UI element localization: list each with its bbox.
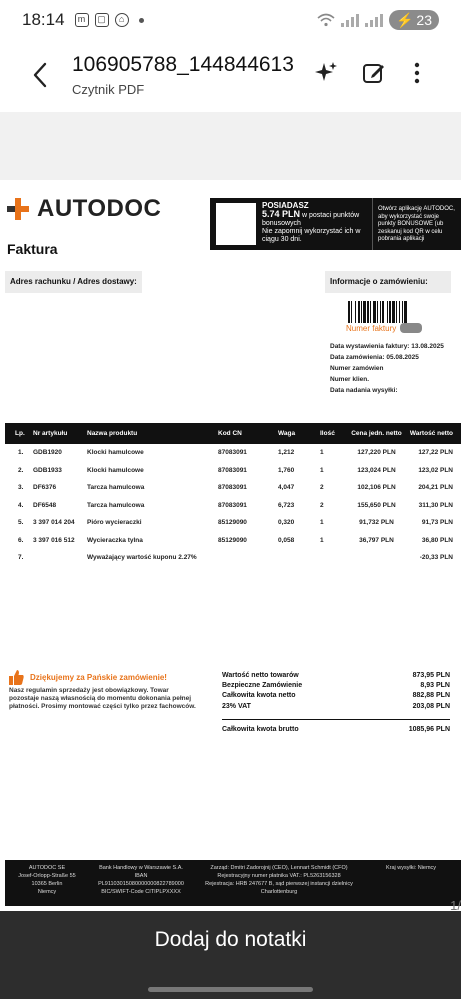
invoice-heading: Faktura xyxy=(7,241,58,257)
table-cell: 91,73 PLN xyxy=(421,519,453,527)
table-cell: 85129090 xyxy=(218,519,247,527)
thanks-text: Dziękujemy za Pańskie zamówienie! xyxy=(30,673,167,682)
more-options-icon[interactable] xyxy=(404,60,430,86)
table-cell: 36,797 PLN xyxy=(359,536,394,544)
table-cell xyxy=(31,549,85,567)
battery-indicator xyxy=(389,10,439,30)
items-table xyxy=(5,423,461,567)
autodoc-logo xyxy=(7,195,161,223)
table-cell: GDB1933 xyxy=(33,466,62,474)
brand-name: AUTODOC xyxy=(37,195,162,222)
total-row xyxy=(222,668,450,682)
total-label: Wartość netto towarów xyxy=(222,672,299,679)
table-cell: 5. xyxy=(18,519,24,527)
total-label: 23% VAT xyxy=(222,703,251,710)
qr-code xyxy=(216,203,256,245)
table-cell: 2 xyxy=(320,501,324,509)
table-cell: 102,106 PLN xyxy=(357,484,396,492)
col-product-name: Nazwa produktu xyxy=(85,423,216,444)
table-cell: 85129090 xyxy=(218,536,247,544)
bonus-app-info: Otwórz aplikację AUTODOC, aby wykorzystać swoje punkty BONUSOWE (ub zeskanuj kod QR w celu pobrania aplikacji xyxy=(372,198,456,250)
table-cell xyxy=(348,549,405,567)
table-cell: 1 xyxy=(320,466,324,474)
total-label: Bezpieczne Zamówienie xyxy=(222,682,303,689)
pdf-page[interactable] xyxy=(0,180,461,910)
order-number: Numer zamówien xyxy=(330,365,384,372)
table-cell: 87083091 xyxy=(218,484,247,492)
page-indicator: 1/ xyxy=(450,898,461,913)
table-header-row xyxy=(5,423,461,444)
table-cell: 2. xyxy=(18,466,24,474)
table-cell: 1,760 xyxy=(278,466,295,474)
footer-company: AUTODOC SE Josef-Orlopp-Straße 55 10365 Berlin Niemcy xyxy=(18,865,76,895)
status-time: 18:14 xyxy=(22,10,65,29)
customer-number: Numer klien. xyxy=(330,376,370,383)
table-cell: 0,320 xyxy=(278,519,295,527)
table-cell: 3 397 014 204 xyxy=(33,519,75,527)
gross-value: 1085,96 PLN xyxy=(408,726,450,733)
table-row xyxy=(5,497,461,515)
order-date: Data zamówienia: 05.08.2025 xyxy=(330,354,419,361)
thanks-message xyxy=(9,670,167,685)
wifi-icon xyxy=(317,13,335,27)
app-bar xyxy=(0,40,461,112)
status-bar xyxy=(0,0,461,40)
add-to-notes-button[interactable]: Dodaj do notatki xyxy=(154,928,307,951)
order-info-header: Informacje o zamówieniu: xyxy=(325,271,451,293)
signal-icon xyxy=(341,14,359,27)
sales-policy: Nasz regulamin sprzedaży jest obowiązkowy. Towar pozostaje naszą własnością do momentu dokonania pełnej płatności. Prosimy montować części tylko przez fachowców. xyxy=(9,687,196,710)
table-cell: 1. xyxy=(18,449,24,457)
bonus-banner xyxy=(210,198,461,250)
bonus-line1: w postaci punktów bonusowych xyxy=(262,212,360,227)
table-cell: Tarcza hamulcowa xyxy=(87,484,145,492)
table-cell: 204,21 PLN xyxy=(418,484,453,492)
table-cell: 3 397 016 512 xyxy=(33,536,75,544)
col-cn-code: Kod CN xyxy=(216,423,276,444)
shipping-date: Data nadania wysyłki: xyxy=(330,387,398,394)
total-value: 882,88 PLN xyxy=(412,692,450,699)
table-cell: 91,732 PLN xyxy=(359,519,394,527)
sparkle-ai-icon[interactable] xyxy=(313,60,339,86)
col-lp: Lp. xyxy=(5,423,31,444)
table-cell: 1 xyxy=(320,519,324,527)
autodoc-plus-icon xyxy=(7,198,29,220)
table-cell: -20,33 PLN xyxy=(419,554,453,562)
table-cell: 87083091 xyxy=(218,466,247,474)
more-notifications-dot-icon xyxy=(139,18,144,23)
table-row xyxy=(5,514,461,532)
total-row xyxy=(222,682,450,692)
table-cell: 7. xyxy=(18,554,24,562)
invoice-footer xyxy=(5,860,461,906)
charging-icon: ⚡ xyxy=(395,11,414,28)
document-title: 106905788_144844613 xyxy=(72,53,294,76)
bottom-bar xyxy=(0,898,461,999)
table-cell: 127,22 PLN xyxy=(418,449,453,457)
thumbs-up-icon xyxy=(9,670,24,685)
table-cell: 36,80 PLN xyxy=(421,536,453,544)
table-row xyxy=(5,532,461,550)
table-cell: 4,047 xyxy=(278,484,295,492)
col-weight: Waga xyxy=(276,423,318,444)
gross-total-row xyxy=(222,719,450,737)
table-row xyxy=(5,549,461,567)
table-cell: 1 xyxy=(320,449,324,457)
edit-icon[interactable] xyxy=(361,60,387,86)
table-cell: 6. xyxy=(18,536,24,544)
table-row xyxy=(5,479,461,497)
gross-label: Całkowita kwota brutto xyxy=(222,726,299,733)
invoice-number-label: Numer faktury xyxy=(346,324,397,333)
table-cell: 311,30 PLN xyxy=(418,501,453,509)
table-cell: DF6548 xyxy=(33,501,57,509)
footer-bank: Bank Handlowy w Warszawie S.A. IBAN PL91103015080000000822789000 BIC/SWIFT-Code CITIPLPXXXX xyxy=(98,865,184,895)
table-cell: 1 xyxy=(320,536,324,544)
total-value: 203,08 PLN xyxy=(412,703,450,710)
table-cell: Klocki hamulcowe xyxy=(87,466,144,474)
gesture-handle[interactable] xyxy=(148,987,313,992)
table-cell: 1,212 xyxy=(278,449,295,457)
table-cell: 155,650 PLN xyxy=(357,501,396,509)
bonus-line2: Nie zapomnij wykorzystać ich w ciągu 30 dni. xyxy=(262,228,361,243)
table-cell: 123,024 PLN xyxy=(357,466,396,474)
total-value: 8,93 PLN xyxy=(420,682,450,689)
col-article-no: Nr artykułu xyxy=(31,423,85,444)
totals-block xyxy=(222,668,450,737)
table-cell: 0,058 xyxy=(278,536,295,544)
battery-level: 23 xyxy=(416,12,432,28)
app-name: Czytnik PDF xyxy=(72,82,145,97)
table-cell: Tarcza hamulcowa xyxy=(87,501,145,509)
total-row xyxy=(222,703,450,719)
viewer-background xyxy=(0,112,461,180)
order-info xyxy=(330,341,444,396)
table-cell: 87083091 xyxy=(218,449,247,457)
table-cell: 87083091 xyxy=(218,501,247,509)
table-cell: GDB1920 xyxy=(33,449,62,457)
footer-country: Kraj wysyłki: Niemcy xyxy=(385,865,437,871)
table-cell: 3. xyxy=(18,484,24,492)
table-cell: Wyważający wartość kuponu 2.27% xyxy=(87,554,197,562)
table-cell: Klocki hamulcowe xyxy=(87,449,144,457)
table-cell: Wycieraczka tylna xyxy=(87,536,143,544)
barcode xyxy=(348,301,428,323)
col-quantity: Ilość xyxy=(318,423,348,444)
table-cell: 123,02 PLN xyxy=(418,466,453,474)
total-label: Całkowita kwota netto xyxy=(222,692,296,699)
bonus-heading: POSIADASZ xyxy=(262,201,309,210)
back-arrow-icon[interactable] xyxy=(30,60,52,90)
total-value: 873,95 PLN xyxy=(412,672,450,679)
address-header: Adres rachunku / Adres dostawy: xyxy=(5,271,142,293)
signal-2-icon xyxy=(365,14,383,27)
table-cell: 127,220 PLN xyxy=(357,449,396,457)
table-cell: 6,723 xyxy=(278,501,295,509)
cloud-icon: ⌂ xyxy=(115,13,129,27)
table-cell: 4. xyxy=(18,501,24,509)
screenshot-icon: ▢ xyxy=(95,13,109,27)
invoice-date: Data wystawienia faktury: 13.08.2025 xyxy=(330,343,444,350)
table-cell xyxy=(318,549,348,567)
col-net-value: Wartość netto xyxy=(405,423,461,444)
bonus-amount: 5.74 PLN xyxy=(262,209,301,219)
footer-management: Zarząd: Dmitri Zadorojnij (CEO), Lennart Schmidt (CFO) Rejestracyjny numer płatnika VAT.: PL5263156328 Rejestracja: HRB 247677 B, sąd pierwszej instancji dzielnicy Charlottenburg xyxy=(205,865,353,895)
table-cell xyxy=(276,549,318,567)
table-cell xyxy=(216,549,276,567)
table-cell: DF6376 xyxy=(33,484,57,492)
notification-icons xyxy=(75,13,144,27)
table-cell: Pióro wycieraczki xyxy=(87,519,142,527)
redacted-invoice-number xyxy=(400,323,422,333)
col-unit-price: Cena jedn. netto xyxy=(348,423,405,444)
table-cell: 2 xyxy=(320,484,324,492)
table-row xyxy=(5,462,461,480)
table-row xyxy=(5,444,461,462)
total-row xyxy=(222,692,450,703)
notification-m-icon: m xyxy=(75,13,89,27)
